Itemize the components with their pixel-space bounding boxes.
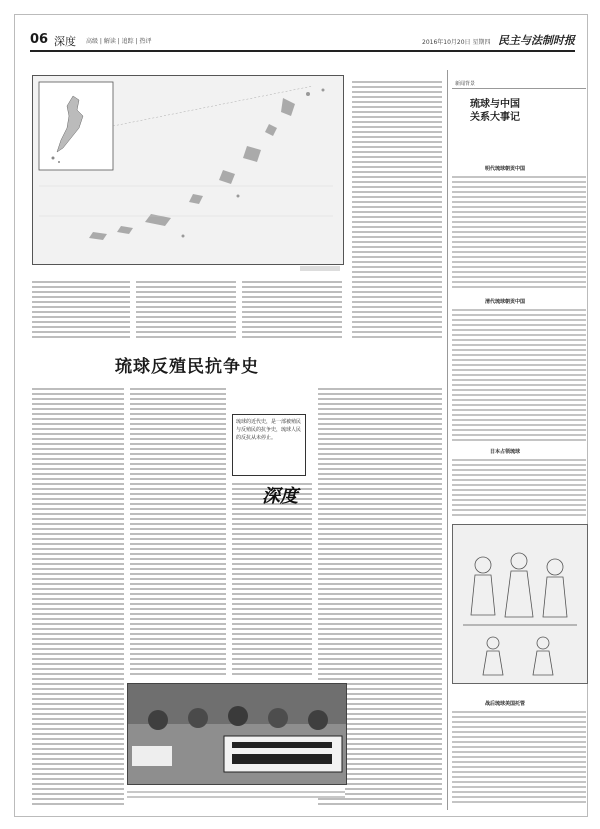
article-col-a — [32, 278, 130, 338]
sidebar-subhead-1: 明代琉球朝贡中国 — [485, 166, 526, 172]
sidebar-subhead-4: 战后琉球美国托管 — [485, 701, 526, 707]
illustration-figures — [453, 525, 587, 683]
column-logo — [262, 482, 316, 512]
map-caption — [300, 266, 340, 271]
map-graphic — [33, 76, 343, 264]
protest-photo — [127, 683, 347, 785]
sidebar-subhead-3: 日本占领琉球 — [490, 449, 521, 455]
article-main-col-2 — [130, 385, 226, 677]
page-header — [30, 32, 575, 52]
sidebar-text-4 — [452, 708, 586, 804]
historical-illustration — [452, 524, 588, 684]
photo-caption — [127, 788, 345, 798]
protest-photo-graphic — [128, 684, 346, 784]
column-logo-text: 深度 — [262, 486, 298, 507]
section-title: 深度 — [54, 35, 76, 48]
sidebar-title — [470, 98, 520, 124]
article-top-column — [352, 78, 442, 340]
sidebar-text-2 — [452, 306, 586, 444]
column-divider — [447, 70, 448, 810]
sidebar-rule — [452, 88, 586, 89]
headline: 琉球反殖民抗争史 — [115, 357, 259, 377]
sidebar-text-3 — [452, 456, 586, 518]
sidebar-title-line2: 关系大事记 — [470, 112, 520, 123]
sidebar-label: 新闻背景 — [455, 81, 476, 87]
sidebar-subhead-2: 清代琉球朝贡中国 — [485, 299, 526, 305]
article-main-col-1 — [32, 385, 124, 805]
sidebar-text-1 — [452, 173, 586, 291]
section-subtitle: 高级 | 解读 | 追踪 | 热评 — [86, 38, 152, 45]
article-col-c — [242, 278, 342, 338]
page-number: 06 — [30, 32, 49, 47]
pull-quote: 琉球的近代史，是一部被殖民与反殖民的抗争史，琉球人民的反抗从未停止。 — [232, 414, 306, 476]
issue-date: 2016年10月20日 星期四 — [422, 39, 491, 46]
masthead: 民主与法制时报 — [498, 34, 575, 47]
article-col-b — [136, 278, 236, 338]
ryukyu-map — [32, 75, 344, 265]
sidebar-title-line1: 琉球与中国 — [470, 99, 520, 110]
